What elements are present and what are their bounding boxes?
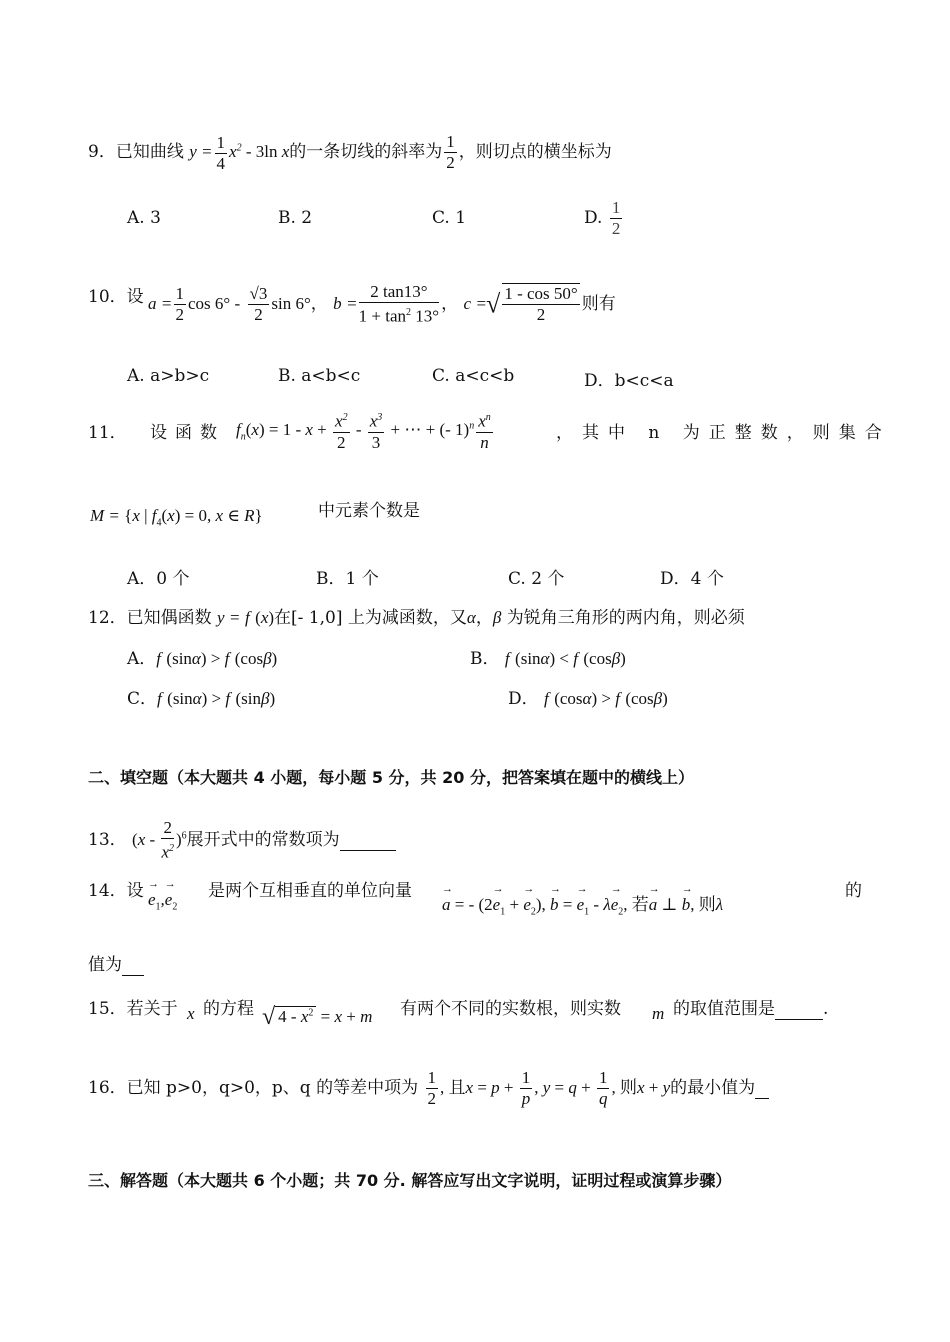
question-text: ，则切点的横坐标为 bbox=[458, 142, 612, 162]
option-a: A．f (sinα) > f (cosβ) bbox=[127, 649, 278, 669]
question-11-line2 bbox=[90, 506, 263, 528]
option-c: C. 1 bbox=[432, 208, 467, 228]
option-d: D．b<c<a bbox=[584, 371, 674, 391]
question-text: 的一条切线的斜率为 bbox=[289, 142, 443, 162]
question-text: 在[- 1,0] 上为减函数，又 bbox=[274, 608, 467, 628]
question-text: 值为 bbox=[88, 955, 122, 975]
answer-blank[interactable] bbox=[775, 999, 823, 1020]
vector-formula: → a = - ($2\to e_1$ + → $e_2$), → b = → $e_1 - \lambda\to e_2$, 若→ a ⊥ → b, 则λ bbox=[442, 890, 723, 917]
question-number: 11． bbox=[88, 423, 127, 443]
option-d bbox=[584, 198, 624, 239]
formula: $f_n(x) = 1 - x$ + $\frac{x^2}{2}$ - $\frac{x^3}{3}$ + ⋯ + (- 1)$^n$ $\frac{x^n}{n}$ bbox=[236, 408, 495, 453]
question-text: 中元素个数是 bbox=[318, 501, 420, 521]
option-label: D. bbox=[584, 208, 603, 228]
answer-blank[interactable] bbox=[122, 955, 144, 976]
option-a: A．0 个 bbox=[127, 569, 190, 589]
option-a: A. a>b>c bbox=[127, 366, 210, 386]
question-number: 16． bbox=[88, 1078, 127, 1098]
question-text: 的取值范围是 bbox=[673, 999, 775, 1019]
question-text: 若关于 bbox=[126, 999, 178, 1019]
question-text: ，其中 n 为正整数，则集合 bbox=[556, 423, 891, 443]
question-text: 已知 p>0，q>0，p、q 的等差中项为 bbox=[126, 1078, 419, 1098]
question-number: 13． bbox=[88, 829, 127, 850]
option-a: A. 3 bbox=[127, 208, 161, 228]
question-text: 有两个不同的实数根，则实数 bbox=[400, 999, 621, 1019]
option-label: B． bbox=[470, 649, 500, 669]
question-text: 设函数 bbox=[150, 423, 225, 443]
section-heading: 二、填空题（本大题共 4 小题，每小题 5 分，共 20 分，把答案填在题中的横线上） bbox=[88, 768, 694, 787]
question-number: 9． bbox=[88, 142, 116, 162]
option-c: C. a<c<b bbox=[432, 366, 515, 386]
option-d: D． f (cosα) > f (cosβ) bbox=[508, 689, 668, 709]
vector-formula: → $e_1,\to e_2$ bbox=[148, 890, 177, 912]
formula: a = $\frac{1}{2}$ cos 6° - $\frac{√3}{2}$ sin 6°， b = $\frac{2 \tan 13^\circ}{1 + \tan^2 13^\circ}$ ， c =√ $\frac{1 - \cos 50^\circ}{2}$ 则有 bbox=[148, 282, 616, 326]
question-14 bbox=[88, 876, 144, 901]
question-text: 展开式中的常数项为 bbox=[186, 829, 340, 850]
question-text: 的 bbox=[845, 881, 862, 901]
question-text: 设 bbox=[126, 287, 144, 307]
option-b: B. a<b<c bbox=[278, 366, 361, 386]
question-text: 已知曲线 bbox=[115, 142, 184, 162]
question-15-tail: 的取值范围是 . bbox=[673, 999, 829, 1019]
question-number: 12． bbox=[88, 608, 127, 628]
option-label: C． bbox=[127, 689, 158, 709]
question-text: 则有 bbox=[581, 293, 616, 314]
option-d: D．4 个 bbox=[660, 569, 724, 589]
question-9 bbox=[88, 132, 612, 174]
option-c: C．f (sinα) > f (sinβ) bbox=[127, 689, 276, 709]
variable-m: m bbox=[652, 1004, 665, 1023]
fraction: $\frac{1}{2}$ bbox=[446, 132, 455, 172]
question-text: 已知偶函数 bbox=[126, 608, 212, 628]
option-label: A． bbox=[127, 649, 157, 669]
set-formula: M = {x | $f_4(x) = 0$, x ∈ R} bbox=[90, 506, 263, 529]
question-number: 15． bbox=[88, 999, 127, 1019]
question-text: 的方程 bbox=[203, 999, 254, 1019]
formula: √ $4 - x^2 = x + m$ bbox=[262, 1004, 373, 1030]
question-14-line2 bbox=[88, 950, 144, 976]
question-10 bbox=[88, 282, 144, 307]
question-13: 13． (x - $\frac{2}{x^2}$ )$^6$展开式中的常数项为 bbox=[88, 818, 396, 863]
option-b: B． f (sinα) < f (cosβ) bbox=[470, 649, 626, 669]
answer-blank[interactable] bbox=[340, 830, 396, 851]
variable-x: x bbox=[187, 1004, 195, 1023]
section-heading: 三、解答题（本大题共 6 个小题；共 70 分. 解答应写出文字说明，证明过程或演算步骤） bbox=[88, 1171, 732, 1190]
answer-blank[interactable] bbox=[755, 1078, 769, 1099]
question-12: 12．已知偶函数 y = f (x)在[- 1,0] 上为减函数，又α，β 为锐角三角形的两内角，则必须 bbox=[88, 608, 745, 628]
question-text: 是两个互相垂直的单位向量 bbox=[208, 881, 412, 901]
question-15 bbox=[88, 994, 178, 1019]
question-text: 为锐角三角形的两内角，则必须 bbox=[506, 608, 745, 628]
question-number: 14． bbox=[88, 881, 127, 901]
option-b: B．1 个 bbox=[316, 569, 379, 589]
question-11 bbox=[88, 418, 127, 443]
question-text: 的最小值为 bbox=[670, 1078, 756, 1098]
question-16: 16．已知 p>0，q>0，p、q 的等差中项为 $\frac{1}{2}$ , 且x = p + $\frac{1}{p}$ , y = q + $\frac{1}{q}$ , 则x + y的最小值为 bbox=[88, 1068, 769, 1109]
option-c: C. 2 个 bbox=[508, 569, 565, 589]
question-text: 设 bbox=[126, 881, 144, 901]
option-b: B. 2 bbox=[278, 208, 313, 228]
question-number: 10． bbox=[88, 287, 127, 307]
formula: y = $\frac{1}{4}$ $x^2 - 3\ln$ x bbox=[189, 132, 290, 173]
fraction: $\frac{1}{2}$ bbox=[611, 198, 621, 238]
option-label: D． bbox=[508, 689, 539, 709]
